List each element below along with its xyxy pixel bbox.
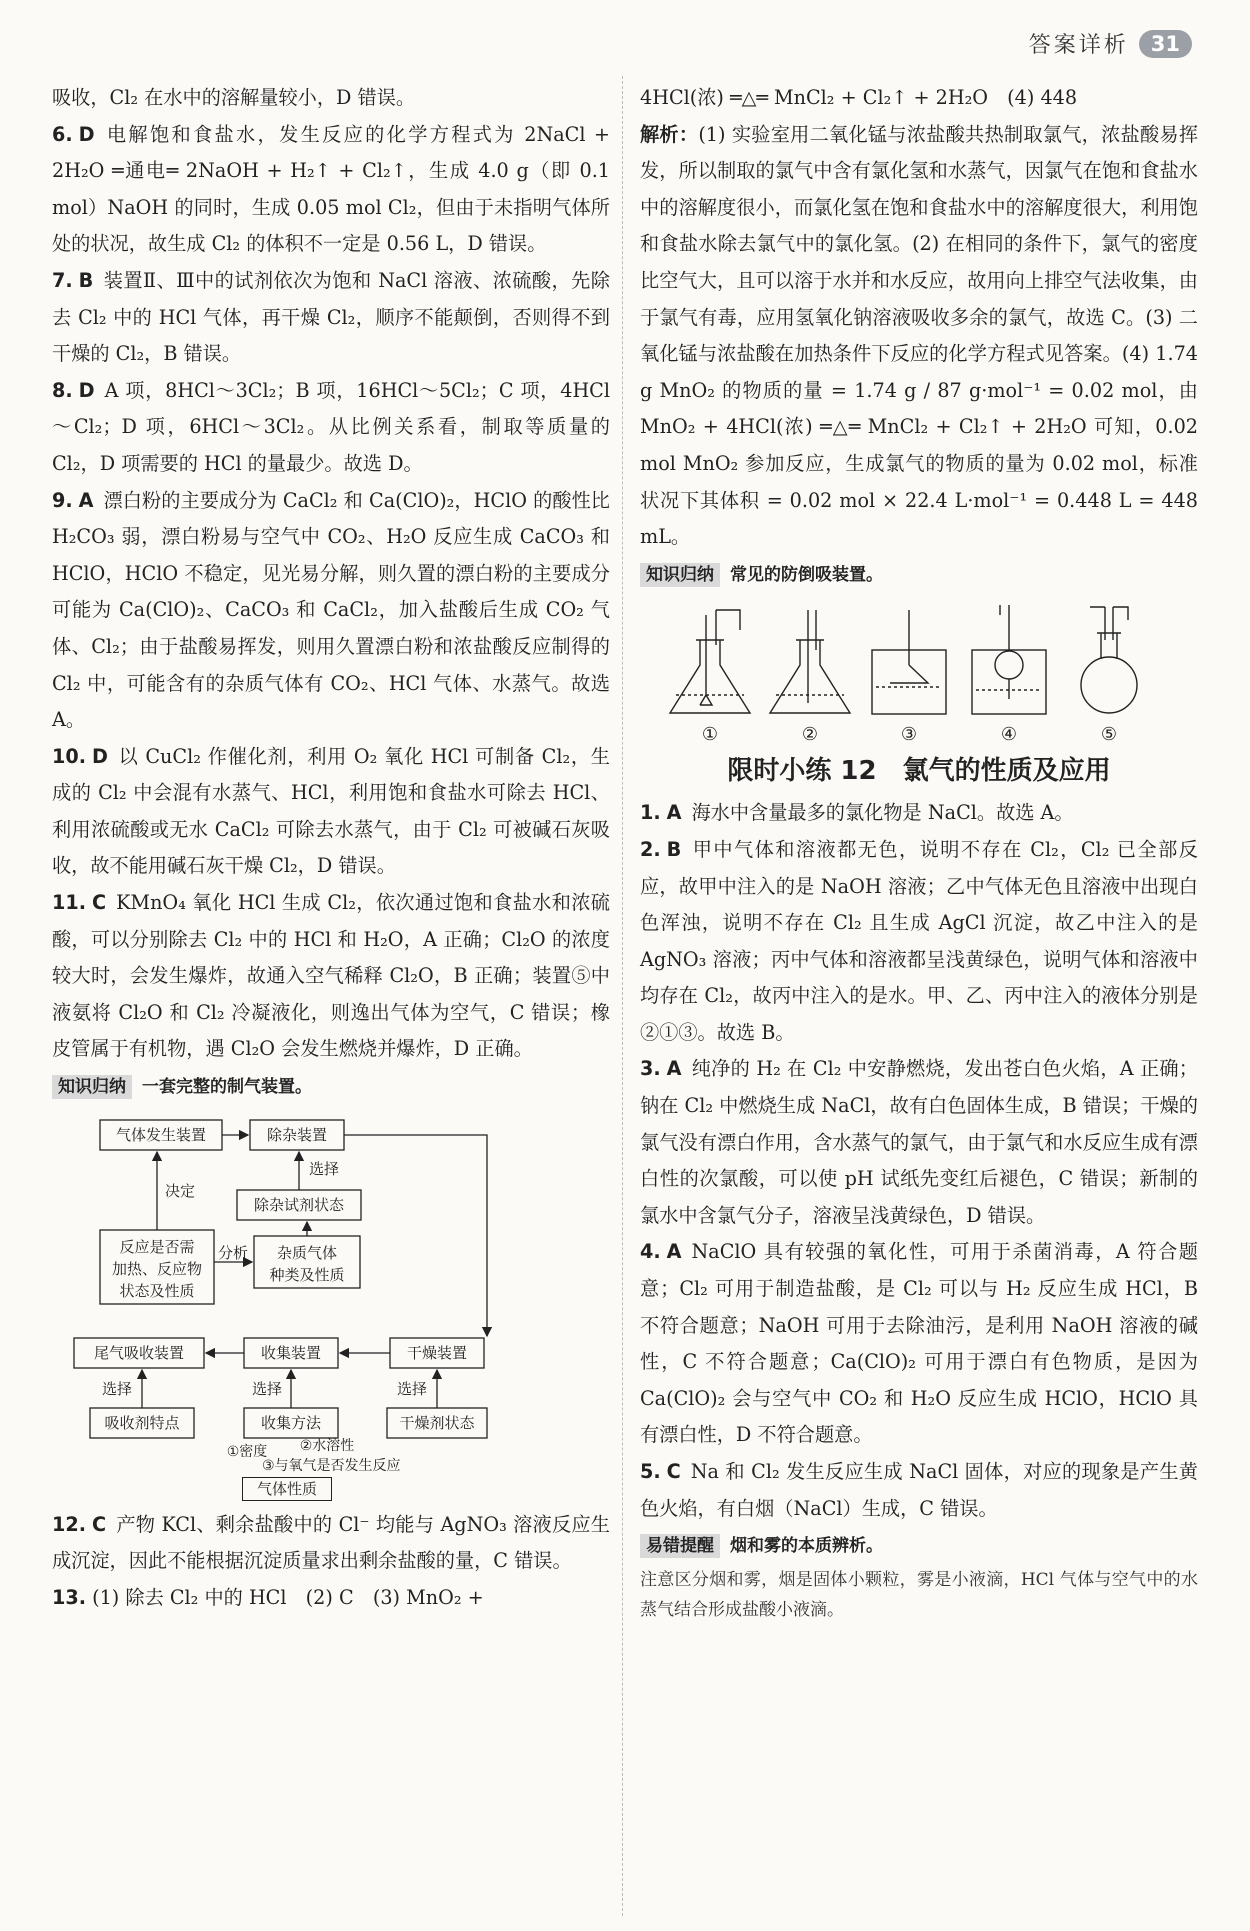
q-number: 8. bbox=[52, 378, 73, 402]
q-answer: C bbox=[92, 1512, 107, 1536]
summary-text: 常见的防倒吸装置。 bbox=[730, 564, 883, 585]
flow-tail-gas: 尾气吸收装置 bbox=[93, 1343, 185, 1362]
q-answer: A bbox=[666, 1240, 682, 1264]
flow-reagent-state: 除杂试剂状态 bbox=[253, 1195, 345, 1214]
flow-reaction-l1: 反应是否需 bbox=[119, 1237, 195, 1256]
summary-text: 一套完整的制气装置。 bbox=[142, 1077, 312, 1098]
flow-reaction-l3: 状态及性质 bbox=[119, 1281, 195, 1300]
answer-r1 bbox=[640, 795, 1198, 832]
flowchart-footer bbox=[132, 1455, 610, 1501]
answer-10 bbox=[52, 739, 610, 885]
apparatus-label-5: ⑤ bbox=[1100, 724, 1118, 746]
q-answer: C bbox=[92, 891, 107, 915]
q-number: 9. bbox=[52, 488, 73, 512]
flow-gas-gen: 气体发生装置 bbox=[115, 1125, 207, 1144]
answer-11 bbox=[52, 885, 610, 1068]
anti-backflow-apparatus bbox=[650, 595, 1170, 745]
q-answer: A bbox=[666, 1057, 682, 1081]
q-answer: D bbox=[78, 122, 95, 146]
answer-r5 bbox=[640, 1454, 1198, 1527]
flow-impurity-l2: 种类及性质 bbox=[269, 1265, 345, 1284]
q-text: A 项，8HCl～3Cl₂；B 项，16HCl～5Cl₂；C 项，4HCl～Cl₂；D 项，6HCl～3Cl₂。从比例关系看，制取等质量的 Cl₂，D 项需要的 HCl 的量最少。故选 D。 bbox=[52, 378, 610, 475]
answer-r2 bbox=[640, 832, 1198, 1052]
flow-choose1: 选择 bbox=[308, 1159, 340, 1178]
q-text: 漂白粉的主要成分为 CaCl₂ 和 Ca(ClO)₂，HClO 的酸性比 H₂CO₃ 弱，漂白粉易与空气中 CO₂、H₂O 反应生成 CaCO₃ 和 HClO，HClO 不稳定，见光易分解，则久置的漂白粉的主要成分可能为 Ca(ClO)₂、CaCO₃ 和 CaCl₂，加入盐酸后生成 CO₂ 气体、Cl₂；由于盐酸易挥发，则用久置漂白粉和浓盐酸反应制得的 Cl₂ 中，可能含有的杂质气体有 CO₂、HCl 气体、水蒸气。故选 A。 bbox=[52, 488, 610, 732]
flow-reaction-l2: 加热、反应物 bbox=[111, 1259, 203, 1278]
apparatus-label-3: ③ bbox=[900, 724, 918, 746]
q-answer: B bbox=[666, 837, 682, 861]
q-text: 装置Ⅱ、Ⅲ中的试剂依次为饱和 NaCl 溶液、浓硫酸，先除去 Cl₂ 中的 HCl 气体，再干燥 Cl₂，顺序不能颠倒，否则得不到干燥的 Cl₂，B 错误。 bbox=[52, 268, 610, 366]
q-text: 电解饱和食盐水，发生反应的化学方程式为 2NaCl + 2H₂O ═通电═ 2NaOH + H₂↑ + Cl₂↑，生成 4.0 g（即 0.1 mol）NaOH 的同时，生成 0.05 mol Cl₂，但由于未指明气体所处的状况，故生成 Cl₂ 的体积不一定是 0.56 L，D 错误。 bbox=[52, 122, 610, 256]
right-column bbox=[640, 80, 1198, 1625]
intro-paragraph: 吸收，Cl₂ 在水中的溶解量较小，D 错误。 bbox=[52, 86, 416, 109]
left-column bbox=[52, 80, 610, 1616]
section-title: 限时小练 12 氯气的性质及应用 bbox=[727, 756, 1111, 787]
apparatus-label-1: ① bbox=[701, 724, 719, 746]
answer-6 bbox=[52, 117, 610, 263]
page-number: 31 bbox=[1139, 30, 1192, 58]
page-header bbox=[1029, 28, 1192, 59]
q-answer: C bbox=[666, 1460, 681, 1483]
q-text: 以 CuCl₂ 作催化剂，利用 O₂ 氧化 HCl 可制备 Cl₂，生成的 Cl₂ 中会混有水蒸气、HCl，利用饱和食盐水可除去 HCl、利用浓硫酸或无水 CaCl₂ 可除去水蒸气，由于 Cl₂ 可被碱石灰吸收，故不能用碱石灰干燥 Cl₂，D 错误。 bbox=[52, 744, 610, 878]
apparatus-1-funnel bbox=[700, 615, 712, 705]
q-text: (1) 除去 Cl₂ 中的 HCl (2) C (3) MnO₂ + bbox=[92, 1585, 484, 1609]
q-text: KMnO₄ 氧化 HCl 生成 Cl₂，依次通过饱和食盐水和浓硫酸，可以分别除去 Cl₂ 中的 HCl 和 H₂O，A 正确；Cl₂O 的浓度较大时，会发生爆炸，故通入空气稀释 Cl₂O，B 正确；装置⑤中液氨将 Cl₂O 和 Cl₂ 冷凝液化，则逸出气体为空气，C 错误；橡皮管属于有机物，遇 Cl₂O 会发生燃烧并爆炸，D 正确。 bbox=[52, 891, 610, 1061]
flow-density: ①密度 bbox=[226, 1443, 268, 1457]
apparatus-5-flask bbox=[1081, 657, 1137, 713]
q-answer: D bbox=[92, 744, 108, 768]
q-number: 10. bbox=[52, 744, 86, 768]
flow-gas-props: 气体性质 bbox=[242, 1477, 332, 1501]
flow-decide: 决定 bbox=[164, 1181, 196, 1200]
flow-choose3: 选择 bbox=[251, 1379, 283, 1398]
q-answer: D bbox=[78, 378, 95, 402]
flow-choose2: 选择 bbox=[101, 1379, 133, 1398]
flow-analyze: 分析 bbox=[217, 1243, 249, 1262]
apparatus-label-2: ② bbox=[801, 724, 819, 746]
q-number: 7. bbox=[52, 268, 73, 292]
answer-13-continued: 4HCl(浓) ═△═ MnCl₂ + Cl₂↑ + 2H₂O (4) 448 bbox=[640, 86, 1078, 109]
q-answer: A bbox=[78, 488, 94, 512]
tip-heading: 烟和雾的本质辨析。 bbox=[730, 1536, 883, 1557]
q-number: 5. bbox=[640, 1460, 661, 1483]
q-number: 1. bbox=[640, 801, 661, 825]
knowledge-summary-2 bbox=[640, 556, 1198, 594]
q-number: 11. bbox=[52, 891, 86, 915]
flow-solubility: ②水溶性 bbox=[299, 1437, 355, 1454]
q-number: 12. bbox=[52, 1512, 86, 1536]
q-answer: A bbox=[666, 801, 682, 825]
analysis-13 bbox=[640, 117, 1198, 556]
q-text: 产物 KCl、剩余盐酸中的 Cl⁻ 均能与 AgNO₃ 溶液反应生成沉淀，因此不能根据沉淀质量求出剩余盐酸的量，C 错误。 bbox=[52, 1512, 610, 1573]
gas-apparatus-flowchart bbox=[62, 1112, 562, 1457]
flow-impurity-l1: 杂质气体 bbox=[276, 1243, 338, 1262]
error-tip bbox=[640, 1527, 1198, 1565]
flow-air-reaction: ③与氧气是否发生反应 bbox=[262, 1457, 401, 1474]
column-divider bbox=[622, 76, 623, 1916]
tip-tag: 易错提醒 bbox=[640, 1534, 720, 1558]
answer-r3 bbox=[640, 1051, 1198, 1234]
tip-body: 注意区分烟和雾，烟是固体小颗粒，雾是小液滴，HCl 气体与空气中的水蒸气结合形成盐酸小液滴。 bbox=[640, 1569, 1198, 1620]
flow-desiccant: 干燥剂状态 bbox=[399, 1413, 475, 1432]
q-number: 2. bbox=[640, 837, 661, 861]
answer-9 bbox=[52, 483, 610, 739]
analysis-text: (1) 实验室用二氧化锰与浓盐酸共热制取氯气，浓盐酸易挥发，所以制取的氯气中含有氯化氢和水蒸气，因氯气在饱和食盐水中的溶解度很小，而氯化氢在饱和食盐水中的溶解度很大，利用饱和食盐水除去氯气中的氯化氢。(2) 在相同的条件下，氯气的密度比空气大，且可以溶于水并和水反应，故用向上排空气法收集，由于氯气有毒，应用氢氧化钠溶液吸收多余的氯气，故选 C。(3) 二氧化锰与浓盐酸在加热条件下反应的化学方程式见答案。(4) 1.74 g MnO₂ 的物质的量 = 1.74 g / 87 g·mol⁻¹ = 0.02 mol，由 MnO₂ + 4HCl(浓) ═△═ MnCl₂ + Cl₂↑ + 2H₂O 可知，0.02 mol MnO₂ 参加反应，生成氯气的物质的量为 0.02 mol，标准状况下其体积 = 0.02 mol × 22.4 L·mol⁻¹ = 0.448 L = 448 mL。 bbox=[640, 122, 1199, 549]
q-text: 海水中含量最多的氯化物是 NaCl。故选 A。 bbox=[691, 801, 1074, 825]
summary-tag: 知识归纳 bbox=[52, 1075, 132, 1099]
knowledge-summary-1 bbox=[52, 1068, 610, 1106]
q-number: 13. bbox=[52, 1585, 86, 1609]
q-number: 4. bbox=[640, 1240, 661, 1264]
answer-12 bbox=[52, 1507, 610, 1580]
analysis-label: 解析： bbox=[640, 122, 699, 146]
flow-dry: 干燥装置 bbox=[406, 1343, 468, 1362]
flow-collect: 收集装置 bbox=[260, 1343, 322, 1362]
flow-choose4: 选择 bbox=[396, 1379, 428, 1398]
answer-r4 bbox=[640, 1234, 1198, 1454]
flow-collect-method: 收集方法 bbox=[260, 1413, 322, 1432]
q-number: 6. bbox=[52, 122, 73, 146]
answer-8 bbox=[52, 373, 610, 483]
header-title: 答案详析 bbox=[1028, 33, 1129, 58]
q-text: NaClO 具有较强的氧化性，可用于杀菌消毒，A 符合题意；Cl₂ 可用于制造盐酸，是 Cl₂ 可以与 H₂ 反应生成 HCl，B 不符合题意；NaOH 可用于去除油污，是利用 NaOH 溶液的碱性，C 不符合题意；Ca(ClO)₂ 可用于漂白有色物质，是因为 Ca(ClO)₂ 会与空气中 CO₂ 和 H₂O 反应生成 HClO，HClO 具有漂白性，D 不符合题意。 bbox=[640, 1240, 1198, 1447]
answer-13 bbox=[52, 1580, 610, 1617]
q-text: Na 和 Cl₂ 发生反应生成 NaCl 固体，对应的现象是产生黄色火焰，有白烟（NaCl）生成，C 错误。 bbox=[640, 1460, 1198, 1520]
q-answer: B bbox=[78, 268, 94, 292]
flow-absorbent: 吸收剂特点 bbox=[104, 1413, 180, 1432]
q-text: 纯净的 H₂ 在 Cl₂ 中安静燃烧，发出苍白色火焰，A 正确；钠在 Cl₂ 中燃烧生成 NaCl，故有白色固体生成，B 错误；干燥的氯气没有漂白作用，含水蒸气的氯气，由于氯气和水反应生成有漂白性的次氯酸，可以使 pH 试纸先变红后褪色，C 错误；新制的氯水中含氯气分子，溶液呈浅黄绿色，D 错误。 bbox=[640, 1057, 1198, 1227]
answer-7 bbox=[52, 263, 610, 373]
summary-tag: 知识归纳 bbox=[640, 563, 720, 587]
q-text: 甲中气体和溶液都无色，说明不存在 Cl₂，Cl₂ 已全部反应，故甲中注入的是 NaOH 溶液；乙中气体无色且溶液中出现白色浑浊，说明不存在 Cl₂ 且生成 AgCl 沉淀，故乙中注入的是 AgNO₃ 溶液；丙中气体和溶液都呈浅黄绿色，说明气体和溶液中均存在 Cl₂，故丙中注入的是水。甲、乙、丙中注入的液体分别是②①③。故选 B。 bbox=[640, 837, 1198, 1044]
apparatus-label-4: ④ bbox=[1000, 724, 1018, 746]
flow-impurity-removal: 除杂装置 bbox=[266, 1125, 328, 1144]
q-number: 3. bbox=[640, 1057, 661, 1081]
apparatus-2-flask bbox=[770, 640, 850, 713]
